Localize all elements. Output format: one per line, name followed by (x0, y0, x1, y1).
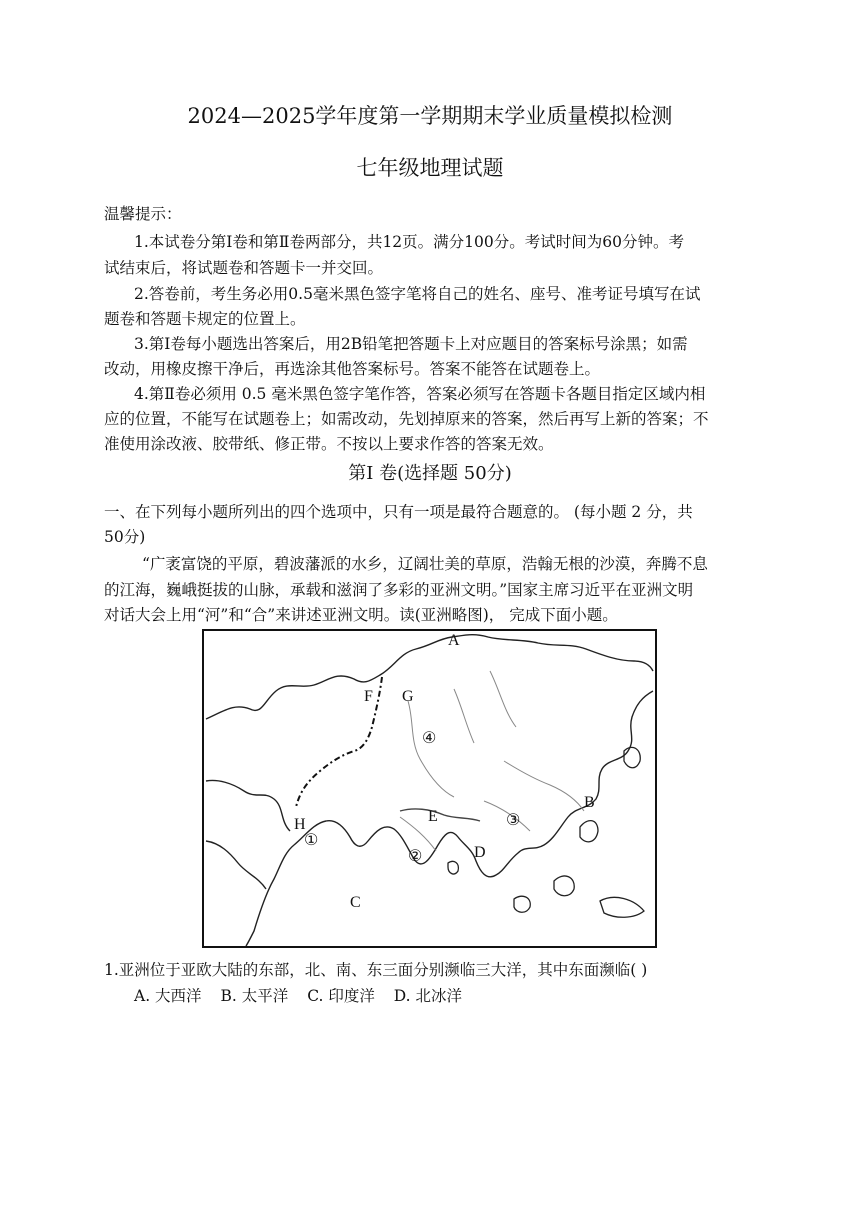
section-instruction: 50分) (104, 528, 146, 546)
island (624, 747, 640, 767)
map-label-d: D (474, 844, 486, 861)
coastline (206, 841, 266, 889)
river (454, 689, 474, 743)
mountain-range (400, 809, 480, 821)
notice-line: 应的位置，不能写在试题卷上；如需改动，先划掉原来的答案，然后再写上新的答案；不 (104, 410, 709, 428)
notice-line: 2.答卷前，考生务必用0.5毫米黑色签字笔将自己的姓名、座号、准考证号填写在试 (134, 285, 701, 303)
passage-line: 的江海，巍峨挺拔的山脉，承载和滋润了多彩的亚洲文明。”国家主席习近平在亚洲文明 (104, 581, 694, 599)
river (504, 761, 584, 811)
map-label-a: A (448, 632, 460, 649)
notice-line: 试结束后，将试题卷和答题卡一并交回。 (104, 259, 384, 277)
map-label-e: E (428, 808, 438, 825)
option-b[interactable]: B. 太平洋 (220, 987, 289, 1005)
section-title: 第Ⅰ 卷(选择题 50分) (348, 463, 512, 484)
notice-line: 1.本试卷分第Ⅰ卷和第Ⅱ卷两部分，共12页。满分100分。考试时间为60分钟。考 (134, 233, 684, 251)
island (580, 821, 598, 842)
map-label-f: F (364, 688, 373, 705)
river (490, 671, 516, 727)
map-label-4: ④ (422, 730, 437, 747)
section-instruction: 一、在下列每小题所列出的四个选项中，只有一项是最符合题意的。 (每小题 2 分，共 (104, 503, 693, 521)
coastline (206, 635, 653, 719)
passage-line: 对话大会上用“河”和“合”来讲述亚洲文明。读(亚洲略图)， 完成下面小题。 (104, 606, 618, 624)
question-1-options (134, 986, 476, 1006)
exam-subtitle: 七年级地理试题 (356, 156, 504, 180)
map-label-c: C (350, 894, 361, 911)
question-1-stem: 1.亚洲位于亚欧大陆的东部，北、南、东三面分别濒临三大洋，其中东面濒临( ) (104, 961, 648, 979)
notice-line: 准使用涂改液、胶带纸、修正带。不按以上要求作答的答案无效。 (104, 435, 554, 453)
asia-map (202, 629, 657, 948)
island (448, 861, 458, 874)
coastline (246, 691, 653, 946)
notice-heading: 温馨提示： (104, 205, 182, 223)
map-label-3: ③ (506, 812, 521, 829)
map-label-1: ① (304, 832, 319, 849)
map-label-2: ② (408, 848, 423, 865)
map-label-g: G (402, 688, 414, 705)
map-label-h: H (294, 816, 306, 833)
notice-line: 4.第Ⅱ卷必须用 0.5 毫米黑色签字笔作答，答案必须写在答题卡各题目指定区域内相 (134, 385, 706, 403)
map-label-b: B (584, 794, 595, 811)
option-c[interactable]: C. 印度洋 (307, 987, 375, 1005)
option-d[interactable]: D. 北冰洋 (393, 987, 463, 1005)
coastline (206, 780, 290, 831)
option-a[interactable]: A. 大西洋 (134, 987, 202, 1005)
notice-line: 3.第Ⅰ卷每小题选出答案后，用2B铅笔把答题卡上对应题目的答案标号涂黑；如需 (134, 335, 688, 353)
notice-line: 题卷和答题卡规定的位置上。 (104, 310, 306, 328)
island (600, 897, 644, 917)
island (514, 896, 530, 912)
notice-line: 改动，用橡皮擦干净后，再选涂其他答案标号。答案不能答在试题卷上。 (104, 360, 601, 378)
passage-line: “广袤富饶的平原，碧波藩派的水乡，辽阔壮美的草原，浩翰无根的沙漠，奔腾不息 (142, 555, 708, 573)
island (554, 876, 574, 896)
exam-title: 2024—2025学年度第一学期期末学业质量模拟检测 (187, 104, 673, 128)
river (408, 701, 454, 797)
